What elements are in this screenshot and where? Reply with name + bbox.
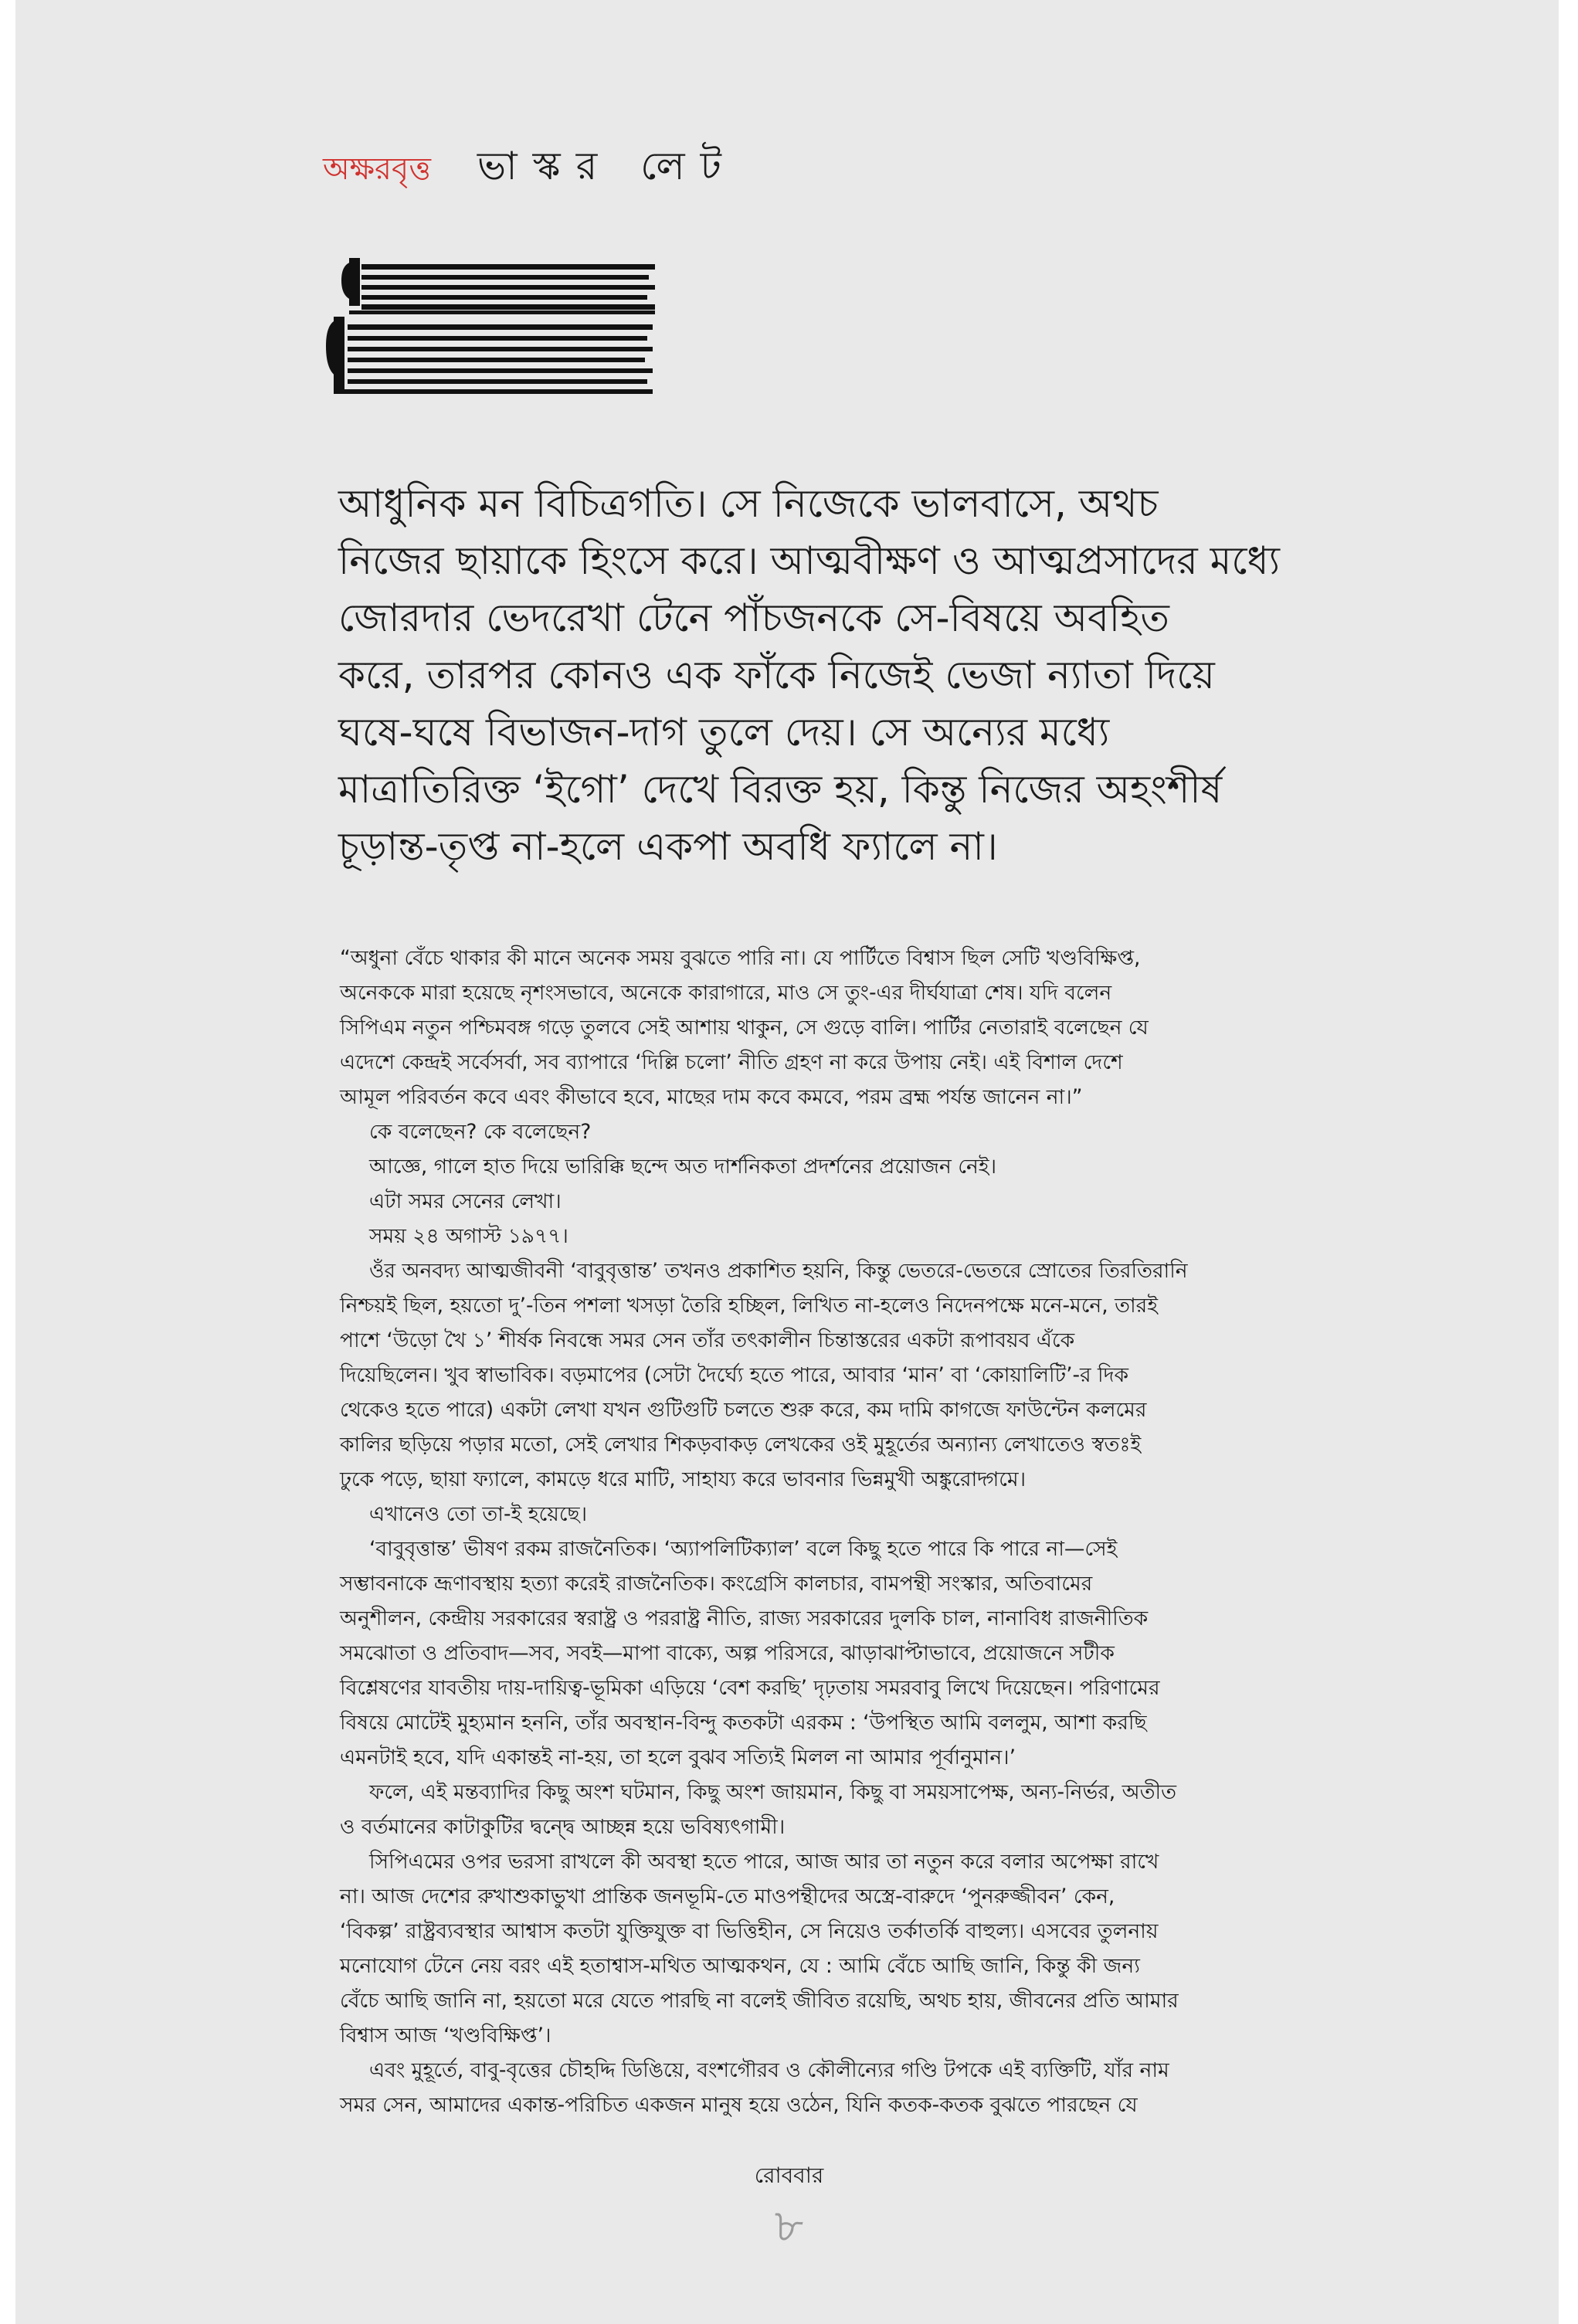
body-line: সময় ২৪ অগাস্ট ১৯৭৭। bbox=[369, 1224, 568, 1248]
body-line: এমনটাই হবে, যদি একান্তই না-হয়, তা হলে বুঝব সত্যিই মিলল না আমার পূর্বানুমান।’ bbox=[340, 1746, 1016, 1769]
body-line: এবং মুহূর্তে, বাবু-বৃত্তের চৌহদ্দি ডিঙিয়ে, বংশগৌরব ও কৌলীন্যের গণ্ডি টপকে এই ব্যক্তিটি, যাঁর নাম bbox=[369, 2058, 1169, 2082]
body-line: অনুশীলন, কেন্দ্রীয় সরকারের স্বরাষ্ট্র ও পররাষ্ট্র নীতি, রাজ্য সরকারের দুলকি চাল, নানাবিধ রাজনীতিক bbox=[340, 1606, 1149, 1630]
body-line: মনোযোগ টেনে নেয় বরং এই হতাশ্বাস-মথিত আত্মকথন, যে : আমি বেঁচে আছি জানি, কিন্তু কী জন্য bbox=[340, 1954, 1140, 1978]
body-line: সিপিএমের ওপর ভরসা রাখলে কী অবস্থা হতে পারে, আজ আর তা নতুন করে বলার অপেক্ষা রাখে bbox=[369, 1850, 1159, 1874]
stacked-books-icon bbox=[326, 246, 658, 400]
body-line: “অধুনা বেঁচে থাকার কী মানে অনেক সময় বুঝতে পারি না। যে পার্টিতে বিশ্বাস ছিল সেটি খণ্ডবিক্ষিপ্ত, bbox=[340, 946, 1141, 970]
body-line: ও বর্তমানের কাটাকুটির দ্বন্দ্বে আচ্ছন্ন হয়ে ভবিষ্যৎগামী। bbox=[340, 1815, 786, 1839]
lede-line: চূড়ান্ত-তৃপ্ত না-হলে একপা অবধি ফ্যালে না। bbox=[338, 824, 998, 869]
body-line: ঢুকে পড়ে, ছায়া ফ্যালে, কামড়ে ধরে মাটি, সাহায্য করে ভাবনার ভিন্নমুখী অঙ্কুরোদ্গমে। bbox=[340, 1467, 1027, 1491]
lede-line: ঘষে-ঘষে বিভাজন-দাগ তুলে দেয়। সে অন্যের মধ্যে bbox=[338, 710, 1110, 755]
section-label: অক্ষরবৃত্ত bbox=[323, 151, 431, 187]
body-line: বিষয়ে মোটেই মুহ্যমান হননি, তাঁর অবস্থান-বিন্দু কতকটা এরকম : ‘উপস্থিত আমি বললুম, আশা করছি bbox=[340, 1711, 1147, 1735]
body-line: ফলে, এই মন্তব্যাদির কিছু অংশ ঘটমান, কিছু অংশ জায়মান, কিছু বা সময়সাপেক্ষ, অন্য-নির্ভর, অতীত bbox=[369, 1780, 1176, 1804]
lede-line: নিজের ছায়াকে হিংসে করে। আত্মবীক্ষণ ও আত্মপ্রসাদের মধ্যে bbox=[338, 538, 1280, 583]
body-line: বেঁচে আছি জানি না, হয়তো মরে যেতে পারছি না বলেই জীবিত রয়েছি, অথচ হায়, জীবনের প্রতি আমার bbox=[340, 1989, 1179, 2013]
body-line: এখানেও তো তা-ই হয়েছে। bbox=[369, 1502, 588, 1526]
body-line: পাশে ‘উড়ো খৈ ১’ শীর্ষক নিবন্ধে সমর সেন তাঁর তৎকালীন চিন্তাস্তরের একটা রূপাবয়ব এঁকে bbox=[340, 1328, 1075, 1352]
body-line: না। আজ দেশের রুখাশুকাভুখা প্রান্তিক জনভূমি-তে মাওপন্থীদের অস্ত্রে-বারুদে ‘পুনরুজ্জীবন’ কেন, bbox=[340, 1885, 1115, 1908]
lede-line: মাত্রাতিরিক্ত ‘ইগো’ দেখে বিরক্ত হয়, কিন্তু নিজের অহংশীর্ষ bbox=[338, 767, 1223, 812]
lede-line: জোরদার ভেদরেখা টেনে পাঁচজনকে সে-বিষয়ে অবহিত bbox=[338, 595, 1169, 640]
body-line: সমঝোতা ও প্রতিবাদ—সব, সবই—মাপা বাক্যে, অল্প পরিসরে, ঝাড়াঝাপ্টাভাবে, প্রয়োজনে সটীক bbox=[340, 1641, 1115, 1665]
body-line: এদেশে কেন্দ্রই সর্বেসর্বা, সব ব্যাপারে ‘দিল্লি চলো’ নীতি গ্রহণ না করে উপায় নেই। এই বিশাল দেশে bbox=[340, 1050, 1123, 1074]
body-line: কালির ছড়িয়ে পড়ার মতো, সেই লেখার শিকড়বাকড় লেখকের ওই মুহূর্তের অন্যান্য লেখাতেও স্বতঃই bbox=[340, 1433, 1142, 1457]
body-line: দিয়েছিলেন। খুব স্বাভাবিক। বড়মাপের (সেটা দৈর্ঘ্যে হতে পারে, আবার ‘মান’ বা ‘কোয়ালিটি’-র দিক bbox=[340, 1363, 1129, 1387]
body-line: কে বলেছেন? কে বলেছেন? bbox=[369, 1120, 592, 1144]
body-line: আজ্ঞে, গালে হাত দিয়ে ভারিক্কি ছন্দে অত দার্শনিকতা প্রদর্শনের প্রয়োজন নেই। bbox=[369, 1155, 997, 1179]
body-line: সম্ভাবনাকে ভ্রূণাবস্থায় হত্যা করেই রাজনৈতিক। কংগ্রেসি কালচার, বামপন্থী সংস্কার, অতিবামের bbox=[340, 1572, 1093, 1596]
body-line: সমর সেন, আমাদের একান্ত-পরিচিত একজন মানুষ হয়ে ওঠেন, যিনি কতক-কতক বুঝতে পারছেন যে bbox=[340, 2093, 1138, 2117]
body-line: বিশ্লেষণের যাবতীয় দায়-দায়িত্ব-ভূমিকা এড়িয়ে ‘বেশ করছি’ দৃঢ়তায় সমরবাবু লিখে দিয়েছেন। পরিণামের bbox=[340, 1676, 1160, 1700]
article-header bbox=[323, 137, 737, 202]
body-line: ‘বাবুবৃত্তান্ত’ ভীষণ রকম রাজনৈতিক। ‘অ্যাপলিটিক্যাল’ বলে কিছু হতে পারে কি পারে না—সেই bbox=[369, 1537, 1118, 1561]
body-line: থেকেও হতে পারে) একটা লেখা যখন গুটিগুটি চলতে শুরু করে, কম দামি কাগজে ফাউন্টেন কলমের bbox=[340, 1398, 1147, 1422]
body-line: ‘বিকল্প’ রাষ্ট্রব্যবস্থার আশ্বাস কতটা যুক্তিযুক্ত বা ভিত্তিহীন, সে নিয়েও তর্কাতর্কি বাহুল্য। এসবের তুলনায় bbox=[340, 1919, 1159, 1943]
lede-paragraph bbox=[338, 475, 1280, 875]
lede-line: করে, তারপর কোনও এক ফাঁকে নিজেই ভেজা ন্যাতা দিয়ে bbox=[338, 653, 1215, 697]
body-line: আমূল পরিবর্তন কবে এবং কীভাবে হবে, মাছের দাম কবে কমবে, পরম ব্রহ্ম পর্যন্ত জানেন না।” bbox=[340, 1085, 1083, 1109]
lede-line: আধুনিক মন বিচিত্রগতি। সে নিজেকে ভালবাসে, অথচ bbox=[338, 481, 1159, 526]
page-number: ৮ bbox=[774, 2200, 804, 2252]
body-line: অনেককে মারা হয়েছে নৃশংসভাবে, অনেকে কারাগারে, মাও সে তুং-এর দীর্ঘযাত্রা শেষ। যদি বলেন bbox=[340, 981, 1112, 1005]
body-line: সিপিএম নতুন পশ্চিমবঙ্গ গড়ে তুলবে সেই আশায় থাকুন, সে গুড়ে বালি। পার্টির নেতারাই বলেছেন যে bbox=[340, 1016, 1149, 1040]
body-line: ওঁর অনবদ্য আত্মজীবনী ‘বাবুবৃত্তান্ত’ তখনও প্রকাশিত হয়নি, কিন্তু ভেতরে-ভেতরে স্রোতের তিরতিরানি bbox=[369, 1259, 1188, 1283]
body-line: নিশ্চয়ই ছিল, হয়তো দু’-তিন পশলা খসড়া তৈরি হচ্ছিল, লিখিত না-হলেও নিদেনপক্ষে মনে-মনে, তারই bbox=[340, 1294, 1159, 1318]
body-line: এটা সমর সেনের লেখা। bbox=[369, 1189, 562, 1213]
article-body bbox=[340, 941, 1281, 2122]
body-line: বিশ্বাস আজ ‘খণ্ডবিক্ষিপ্ত’। bbox=[340, 2024, 551, 2047]
publication-name: রোববার bbox=[754, 2163, 824, 2188]
author-name: ভাস্কর লেট bbox=[477, 144, 737, 188]
